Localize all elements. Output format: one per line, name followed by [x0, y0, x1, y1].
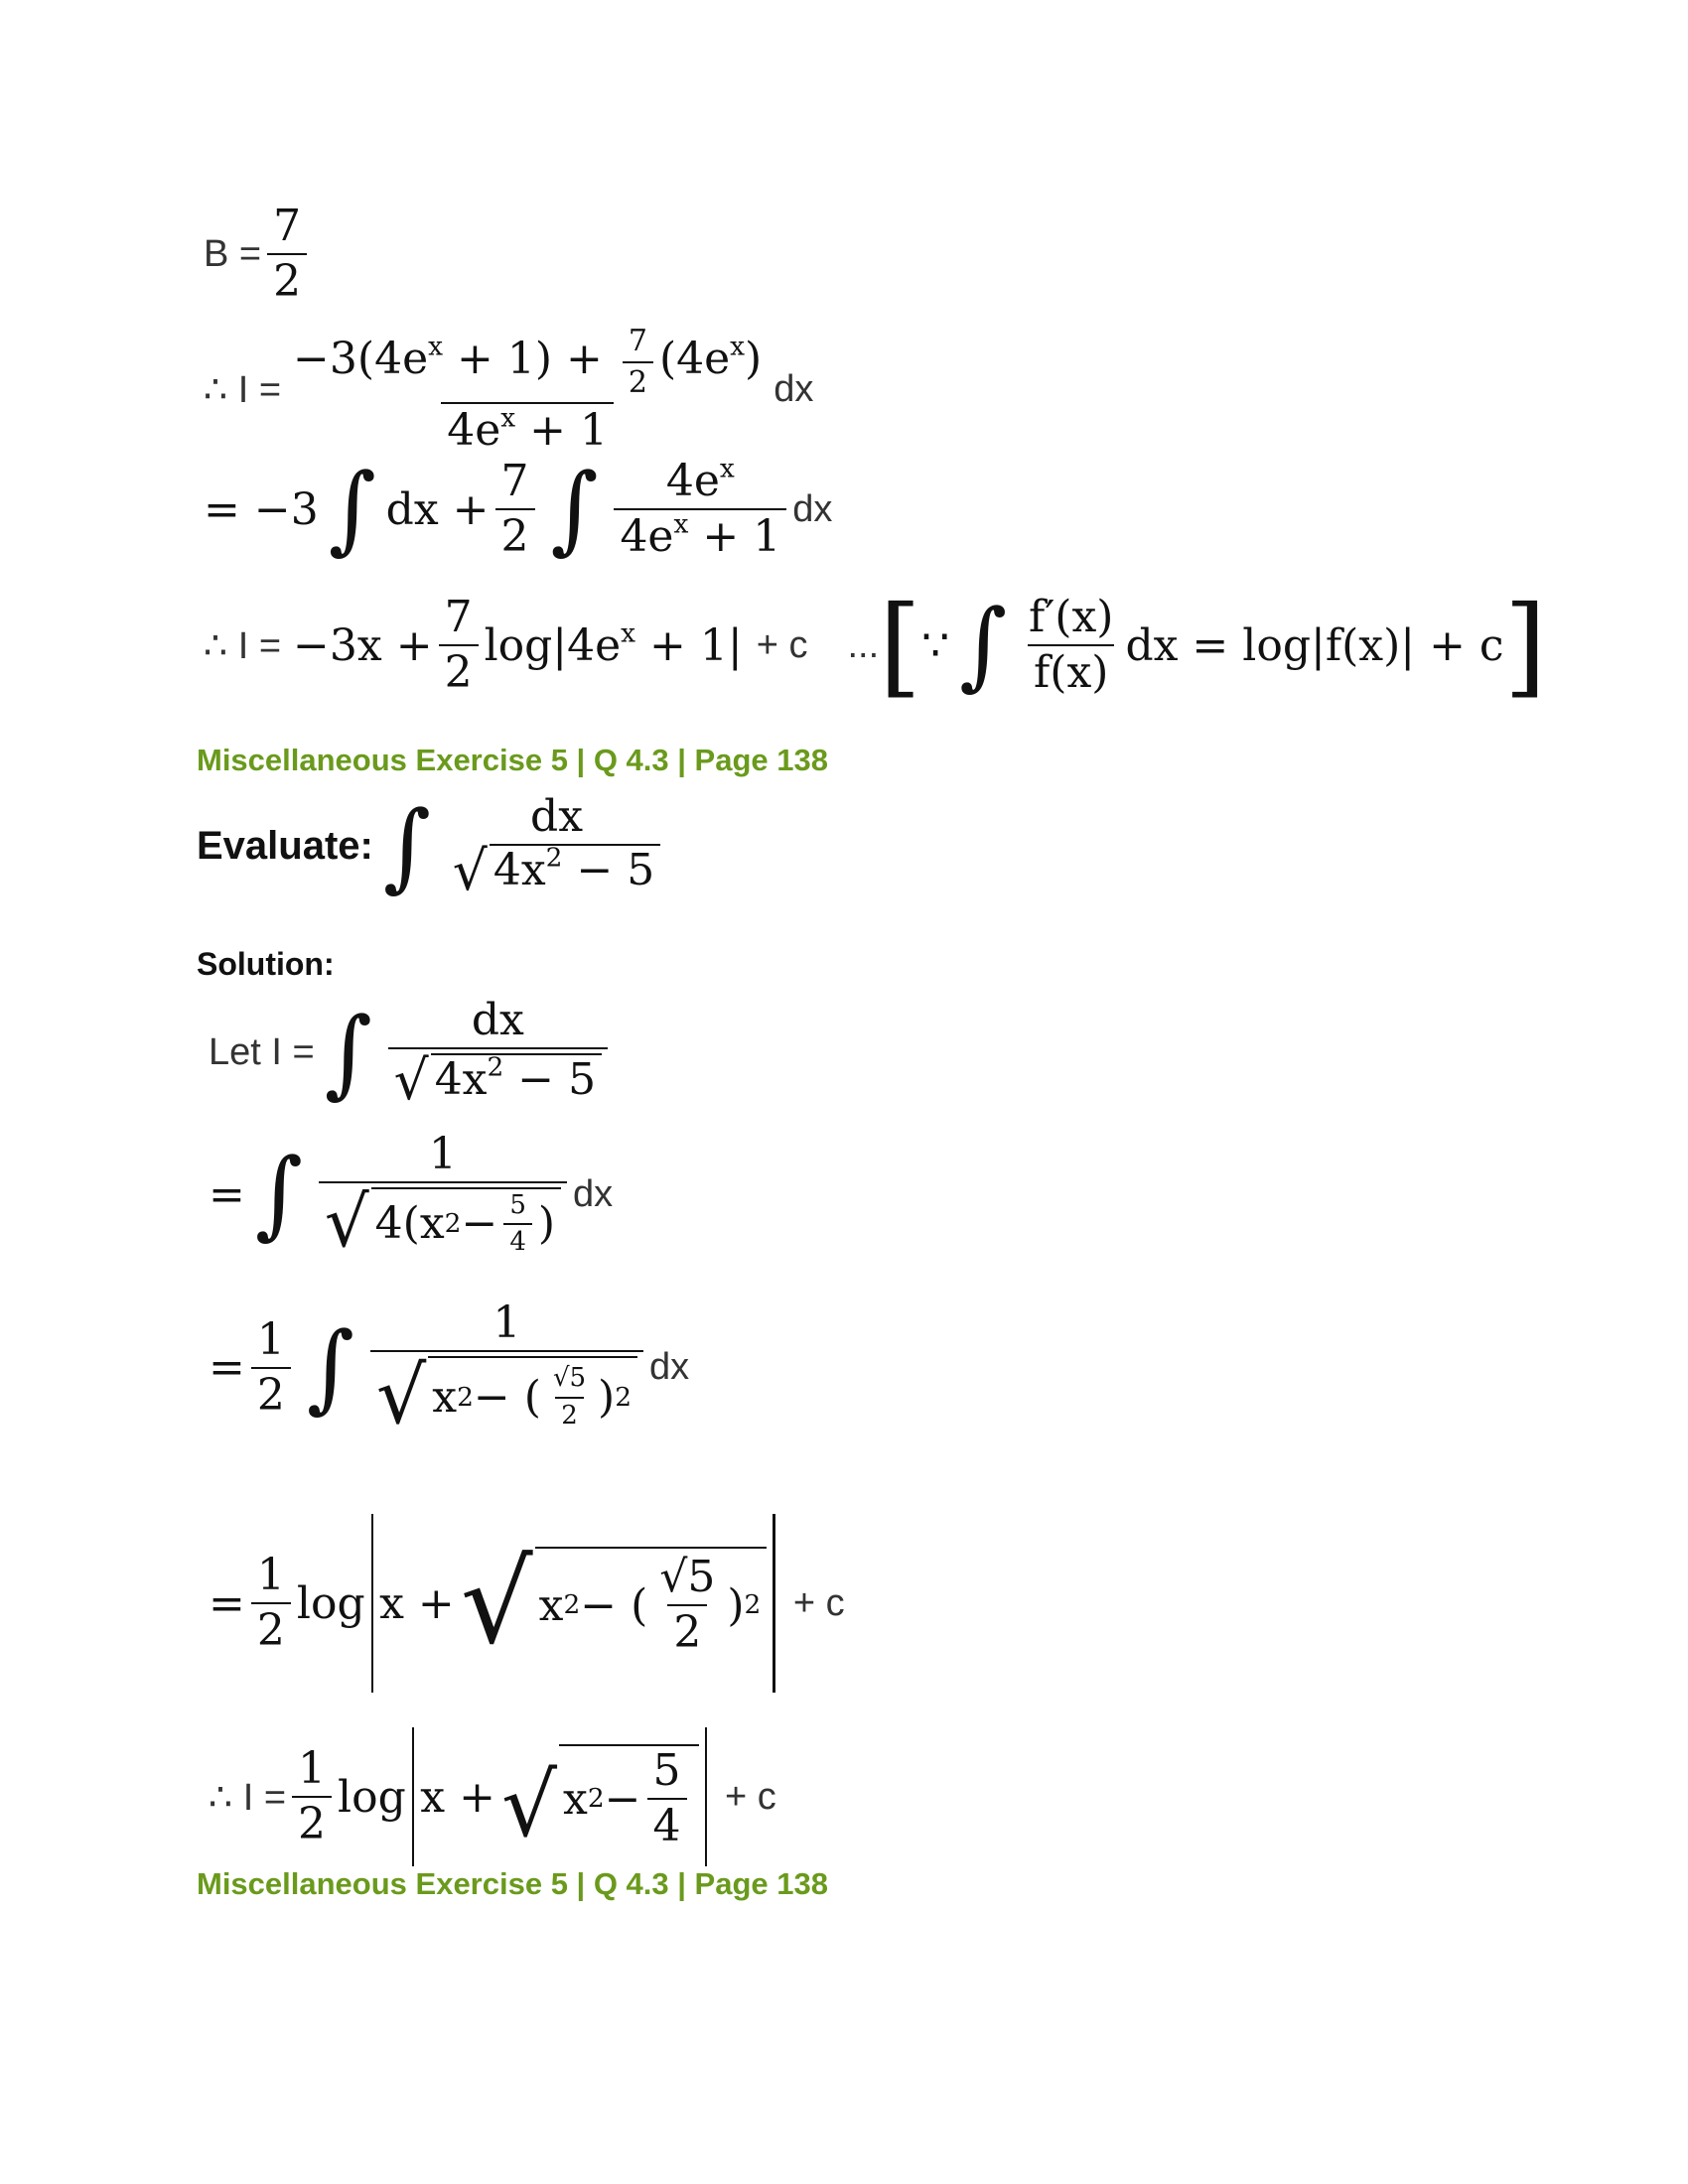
integral-sign-icon: ∫ [306, 1310, 354, 1424]
i1-numerator: $-3(4e^x + 1)$ + $\frac{7}{2}$ $(4e^x)$ [293, 324, 763, 400]
solution-label: Solution: [197, 946, 335, 982]
i2-fraction: $\frac{4e^x}{4e^x + 1}$ [614, 459, 786, 560]
square-root-icon: √ x 2 − ( $\frac{√5}{2}$ ) 2 [376, 1356, 637, 1434]
i3-coefficient: $\frac{7}{2}$ [439, 595, 479, 696]
integral-sign-icon: ∫ [324, 996, 372, 1109]
square-root-icon: √ x 2 − $\frac{5}{4}$ [501, 1744, 699, 1849]
i1-lhs: ∴ I = [204, 369, 282, 412]
s3-dx: dx [649, 1346, 690, 1389]
evaluate-label: Evaluate: [197, 824, 373, 869]
b-fraction [267, 201, 307, 308]
i2-coefficient: $\frac{7}{2}$ [495, 459, 535, 560]
integral-sign-icon: ∫ [328, 453, 376, 565]
i2-dx-plus: dx + [385, 483, 490, 535]
i2-lhs: = −3 [204, 483, 319, 535]
s1-lhs: Let I = [209, 1031, 315, 1074]
solution-step-3 [209, 1297, 690, 1442]
s2-lhs: = [209, 1168, 245, 1220]
s4-coefficient: $\frac{1}{2}$ [251, 1553, 291, 1654]
square-root-icon: √ 4(x 2 − $\frac{5}{4}$ ) [325, 1187, 561, 1257]
i3-log-term: $\log|4e^x + 1|$ [484, 617, 743, 671]
i3-term-a: −3x + [293, 619, 433, 671]
square-root-icon: √ $4x^2 - 5$ [453, 844, 661, 898]
s5-x-plus: x + [420, 1771, 495, 1823]
evaluate-fraction: dx √ $4x^2 - 5$ [447, 794, 667, 898]
s3-fraction: 1 √ x 2 − ( $\frac{√5}{2}$ ) 2 [370, 1300, 643, 1434]
right-bracket-icon: ] [1503, 582, 1547, 709]
s2-fraction: 1 √ 4(x 2 − $\frac{5}{4}$ ) [319, 1132, 567, 1258]
because-icon: ∵ [921, 619, 950, 671]
integral-sign-icon: ∫ [254, 1138, 303, 1250]
integral-sign-icon: ∫ [382, 789, 431, 902]
s5-lhs: ∴ I = [209, 1776, 287, 1819]
solution-final-answer [209, 1727, 776, 1866]
question-reference-footer: Miscellaneous Exercise 5 | Q 4.3 | Page 138 [197, 1866, 828, 1901]
absolute-bar-icon [371, 1514, 374, 1693]
s1-fraction: dx √ $4x^2 - 5$ [388, 998, 609, 1108]
absolute-bar-icon [705, 1727, 708, 1866]
s4-lhs: = [209, 1577, 245, 1629]
i1-denominator: $4e^x + 1$ [441, 402, 614, 454]
b-denominator: 2 [267, 253, 307, 305]
integral-sign-icon: ∫ [550, 453, 599, 565]
s5-plus-c: + c [725, 1775, 776, 1818]
i1-dx: dx [774, 368, 814, 411]
question-statement [197, 789, 672, 903]
s3-coefficient: $\frac{1}{2}$ [251, 1317, 291, 1419]
s4-plus-c: + c [792, 1581, 845, 1624]
i1-inner-fraction: $\frac{7}{2}$ [623, 326, 653, 398]
i2-dx: dx [792, 487, 833, 530]
s5-coefficient: $\frac{1}{2}$ [292, 1746, 332, 1847]
i3-derivative-fraction: $\frac{f'(x)}{f(x)}$ [1029, 591, 1114, 698]
s2-dx: dx [573, 1172, 614, 1215]
square-root-icon: √ x 2 − ( $\frac{√5}{2}$ ) 2 [461, 1547, 768, 1660]
i3-rule-rhs: dx = log|f(x)| + c [1125, 619, 1504, 671]
solution-step-2 [209, 1129, 614, 1264]
b-lhs: B = [204, 232, 262, 275]
equation-b-value [204, 201, 313, 308]
s4-x-plus: x + [379, 1577, 455, 1629]
absolute-bar-icon [773, 1514, 775, 1693]
s5-log: log [338, 1771, 406, 1823]
integral-sign-icon: ∫ [959, 589, 1008, 701]
square-root-icon: √ $4x^2 - 5$ [394, 1053, 603, 1108]
s3-lhs: = [209, 1342, 245, 1394]
equation-i-rewrite [204, 326, 813, 454]
solution-step-4 [209, 1514, 845, 1693]
solution-step-1 [209, 995, 614, 1113]
absolute-bar-icon [412, 1727, 415, 1866]
s4-log: log [296, 1577, 365, 1629]
i3-plus-c: + c [756, 623, 808, 666]
i3-lhs: ∴ I = [204, 624, 282, 667]
i3-dots: ... [847, 623, 880, 666]
left-bracket-icon: [ [879, 582, 922, 709]
equation-i-result [204, 582, 1547, 709]
i1-fraction [287, 326, 768, 454]
b-numerator: 7 [273, 201, 302, 251]
question-reference-heading: Miscellaneous Exercise 5 | Q 4.3 | Page 138 [197, 743, 828, 777]
equation-i-split [204, 453, 833, 565]
